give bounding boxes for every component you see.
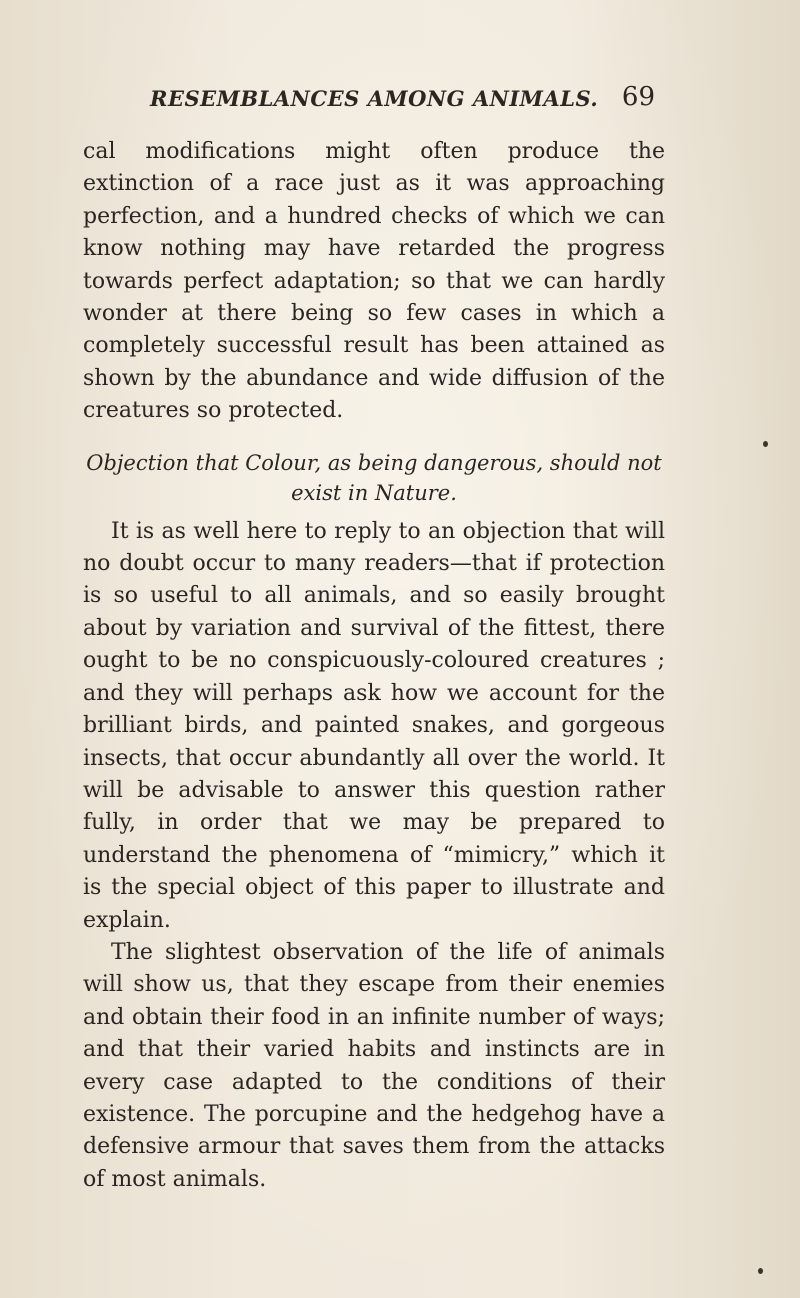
page-header bbox=[150, 82, 655, 126]
ink-speck bbox=[758, 1268, 763, 1274]
body-text bbox=[83, 136, 665, 1196]
paragraph: It is as well here to reply to an objection that will no doubt occur to many readers—that if protection is so useful to all animals, and so easily brought about by variation and survival of the fittest, there ought to be no conspicuously-coloured creatures ; and they will perhaps ask how we account for the brilliant birds, and painted snakes, and gorgeous insects, that occur abundantly all over the world. It will be advisable to answer this question rather fully, in order that we may be prepared to understand the phenomena of “mimicry,” which it is the special object of this paper to illustrate and explain. bbox=[83, 518, 665, 933]
page-number: 69 bbox=[621, 82, 655, 112]
ink-speck bbox=[763, 441, 768, 447]
section-heading: Objection that Colour, as being dangerous, should not exist in Nature. bbox=[86, 450, 662, 505]
paragraph: The slightest observation of the life of animals will show us, that they escape from their enemies and obtain their food in an infinite number of ways; and that their varied habits and instincts are in every case adapted to the conditions of their existence. The porcupine and the hedgehog have a defensive armour that saves them from the attacks of most animals. bbox=[83, 939, 665, 1192]
running-head: RESEMBLANCES AMONG ANIMALS. bbox=[150, 86, 599, 111]
paragraph: cal modifications might often produce the extinction of a race just as it was approaching perfection, and a hundred checks of which we can know nothing may have retarded the progress towards perfect adaptation; so that we can hardly wonder at there being so few cases in which a completely successful result has been attained as shown by the abundance and wide diffusion of the creatures so protected. bbox=[83, 139, 665, 424]
